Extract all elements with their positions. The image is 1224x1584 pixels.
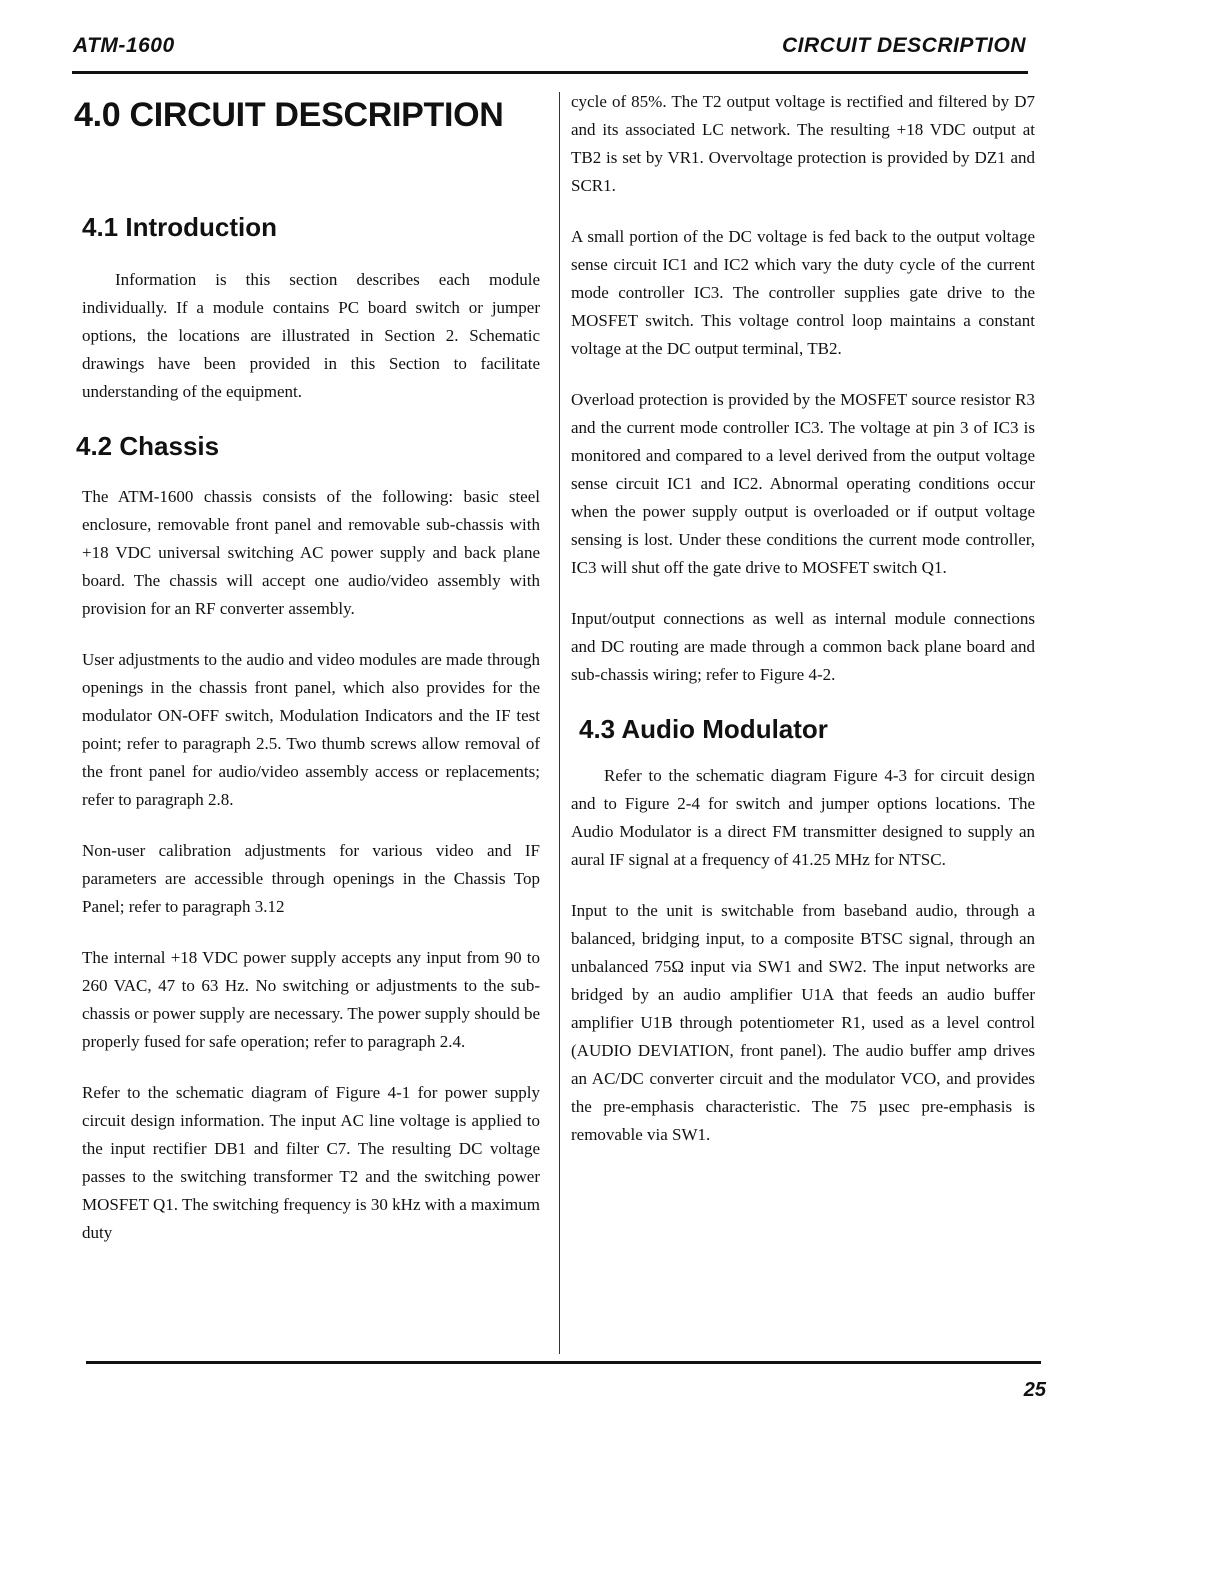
chapter-title: 4.0 CIRCUIT DESCRIPTION: [74, 96, 504, 134]
paragraph-feedback: A small portion of the DC voltage is fed back to the output voltage sense circuit IC1 and IC2 which vary the duty cycle of the current mode controller IC3. The controller supplies gate drive to the MOSFET switch. This voltage control loop maintains a constant voltage at the DC output terminal, TB2.: [571, 227, 1035, 358]
right-column: [571, 88, 1035, 1172]
section-heading-audio-modulator: 4.3 Audio Modulator: [579, 714, 828, 744]
column-separator: [559, 92, 560, 1354]
paragraph-chassis-5: Refer to the schematic diagram of Figure 4-1 for power supply circuit design information. The input AC line voltage is applied to the input rectifier DB1 and filter C7. The resulting DC voltage passes to the switching transformer T2 and the switching power MOSFET Q1. The switching frequency is 30 kHz with a maximum duty: [82, 1083, 540, 1242]
section-heading-chassis: 4.2 Chassis: [76, 431, 220, 461]
header-section-title: CIRCUIT DESCRIPTION: [781, 34, 1026, 57]
section-heading-introduction: 4.1 Introduction: [82, 212, 277, 242]
footer-rule: [86, 1361, 1041, 1364]
left-column: [74, 88, 540, 1270]
paragraph-chassis-1: The ATM-1600 chassis consists of the following: basic steel enclosure, removable front panel and removable sub-chassis with +18 VDC universal switching AC power supply and back plane board. The chassis will accept one audio/video assembly with provision for an RF converter assembly.: [82, 487, 540, 618]
paragraph-audio-2: Input to the unit is switchable from baseband audio, through a balanced, bridging input, to a composite BTSC signal, through an unbalanced 75Ω input via SW1 and SW2. The input networks are bridged by an audio amplifier U1A that feeds an audio buffer amplifier U1B through potentiometer R1, used as a level control (AUDIO DEVIATION, front panel). The audio buffer amp drives an AC/DC converter circuit and the modulator VCO, and provides the pre-emphasis characteristic. The 75 µsec pre-emphasis is removable via SW1.: [571, 901, 1035, 1144]
paragraph-continued: cycle of 85%. The T2 output voltage is rectified and filtered by D7 and its associated LC network. The resulting +18 VDC output at TB2 is set by VR1. Overvoltage protection is provided by DZ1 and SCR1.: [571, 92, 1035, 195]
paragraph-audio-1: Refer to the schematic diagram Figure 4-3 for circuit design and to Figure 2-4 for switch and jumper options locations. The Audio Modulator is a direct FM transmitter designed to supply an aural IF signal at a frequency of 41.25 MHz for NTSC.: [571, 766, 1035, 869]
paragraph-chassis-2: User adjustments to the audio and video modules are made through openings in the chassis front panel, which also provides for the modulator ON-OFF switch, Modulation Indicators and the IF test point; refer to paragraph 2.5. Two thumb screws allow removal of the front panel for audio/video assembly access or replacements; refer to paragraph 2.8.: [82, 650, 540, 809]
paragraph-chassis-4: The internal +18 VDC power supply accepts any input from 90 to 260 VAC, 47 to 63 Hz. No switching or adjustments to the sub-chassis or power supply are necessary. The power supply should be properly fused for safe operation; refer to paragraph 2.4.: [82, 948, 540, 1051]
paragraph-introduction: Information is this section describes each module individually. If a module contains PC board switch or jumper options, the locations are illustrated in Section 2. Schematic drawings have been provided in this Section to facilitate understanding of the equipment.: [82, 270, 540, 401]
header-doc-id: ATM-1600: [73, 34, 175, 57]
paragraph-chassis-3: Non-user calibration adjustments for various video and IF parameters are accessible through openings in the Chassis Top Panel; refer to paragraph 3.12: [82, 841, 540, 916]
paragraph-overload: Overload protection is provided by the MOSFET source resistor R3 and the current mode controller IC3. The voltage at pin 3 of IC3 is monitored and compared to a level derived from the output voltage sense circuit IC1 and IC2. Abnormal operating conditions occur when the power supply output is overloaded or if output voltage sensing is lost. Under these conditions the current mode controller, IC3 will shut off the gate drive to MOSFET switch Q1.: [571, 390, 1035, 577]
page-number: 25: [1023, 1379, 1046, 1401]
header-rule: [72, 71, 1028, 74]
paragraph-io: Input/output connections as well as internal module connections and DC routing are made through a common back plane board and sub-chassis wiring; refer to Figure 4-2.: [571, 609, 1035, 684]
